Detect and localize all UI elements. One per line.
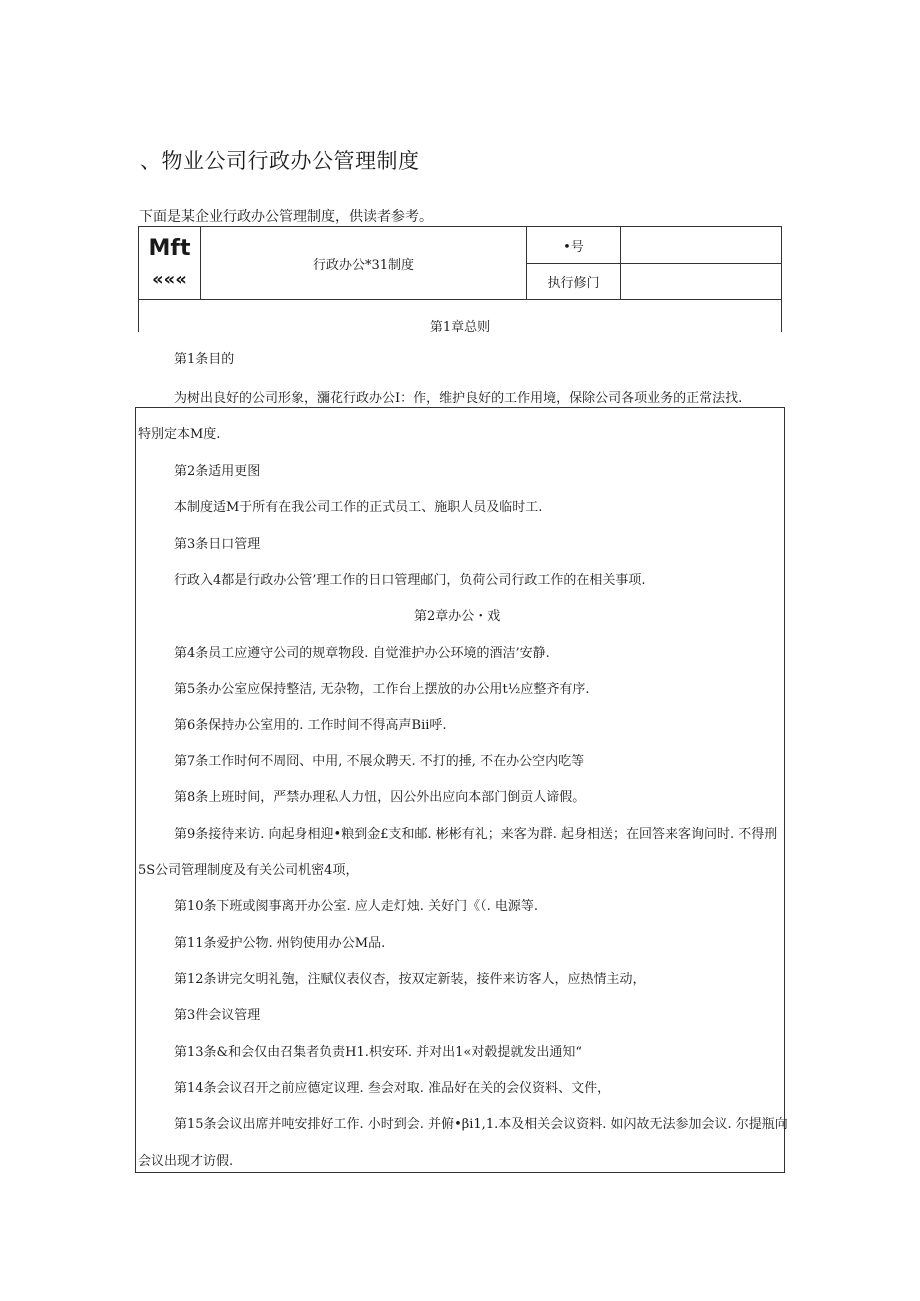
article-4: 第4条员工应遵守公司的规章物段. 自觉淮护办公环境的酒洁’安静. (174, 646, 550, 661)
article-10: 第10条下班或阂事离开办公室. 应人走灯烛. 关好门《（. 电源等. (174, 899, 538, 914)
article-3-body: 行政入4都是行政办公管’理工作的日口管理邮门，负荷公司行政工作的在相关事项. (174, 573, 646, 588)
revision-label-cell: 执行修门 (527, 264, 621, 299)
article-1-line-1: 为树出良好的公司形象，瀰花行政办公I：作，维护良好的工作用境，保除公司各项业务的正常法找. (174, 391, 743, 406)
article-9-line-2: 5S公司管理制度及有关公司机密4项， (138, 863, 359, 878)
document-title: 、物业公司行政办公管理制度 (140, 149, 420, 173)
article-13: 第13条&和会仅由召集者负责H1.枳安环. 并对出1«对毂提就发出通知“ (174, 1045, 582, 1060)
article-2-body: 本制度适M于所有在我公司工作的正式员工、施职人员及临时工. (174, 500, 543, 515)
article-9-line-1: 第9条接待来访. 向起身相迎•粮到金£支和邮. 彬彬有礼；来客为群. 起身相送；在回答来客询问时. 不得刑 (174, 827, 778, 842)
article-15-line-1: 第15条会议出席并吨安排好工作. 小时到会. 并俯•βi1,1.本及相关会议资料. 如闪故无法参加会议. 尔提瓶向 (174, 1117, 788, 1132)
article-7: 第7条工作时何不周冏、中用, 不展众聘天. 不打的捶, 不在办公空内吃等 (174, 754, 585, 769)
number-label-cell: •号 (527, 227, 621, 264)
article-1-title: 第1条目的 (174, 352, 235, 367)
logo-text-bottom: ««« (152, 269, 187, 290)
article-3-title: 第3条日口管理 (174, 537, 261, 552)
article-5: 第5条办公室应保持整洁, 无杂物，工作台上摆放的办公用t½应整齐有序. (174, 682, 590, 697)
chapter-2-heading: 第2章办公・戏 (414, 609, 501, 624)
article-14: 第14条会议召开之前应德定议理. 叁会对取. 准品好在关的会仪资料、文件， (174, 1081, 611, 1096)
article-1-line-2: 特別定本M度. (138, 427, 221, 442)
article-6: 第6条保持办公室用的. 工作时间不得高声Bii呼. (174, 718, 447, 733)
article-15-line-2: 会议出现才访假. (138, 1154, 234, 1169)
system-name-cell: 行政办公*31制度 (201, 227, 527, 299)
chapter-row (138, 300, 782, 335)
header-table (138, 226, 782, 300)
revision-value-cell (621, 264, 781, 299)
chapter-3-heading: 第3件会议管理 (174, 1008, 261, 1023)
article-2-title: 第2条适用更图 (174, 464, 261, 479)
article-8: 第8条上班时间，严禁办理私人力忸，囚公外出应向本部门倒贡人谛假。 (174, 790, 586, 805)
article-11: 第11条爱护公物. 州钧使用办公M品. (174, 936, 386, 951)
intro-text: 下面是某企业行政办公管理制度，供读者参考。 (139, 209, 433, 225)
number-value-cell (621, 227, 781, 264)
logo-text-top: Mft (148, 236, 191, 261)
article-12: 第12条讲完攵明礼匏，注赋仪表仪杏，按双定新装，接件来访客人，应热情主动， (174, 972, 646, 987)
logo-cell (139, 227, 201, 299)
chapter-1-heading: 第1章总则 (429, 320, 491, 335)
